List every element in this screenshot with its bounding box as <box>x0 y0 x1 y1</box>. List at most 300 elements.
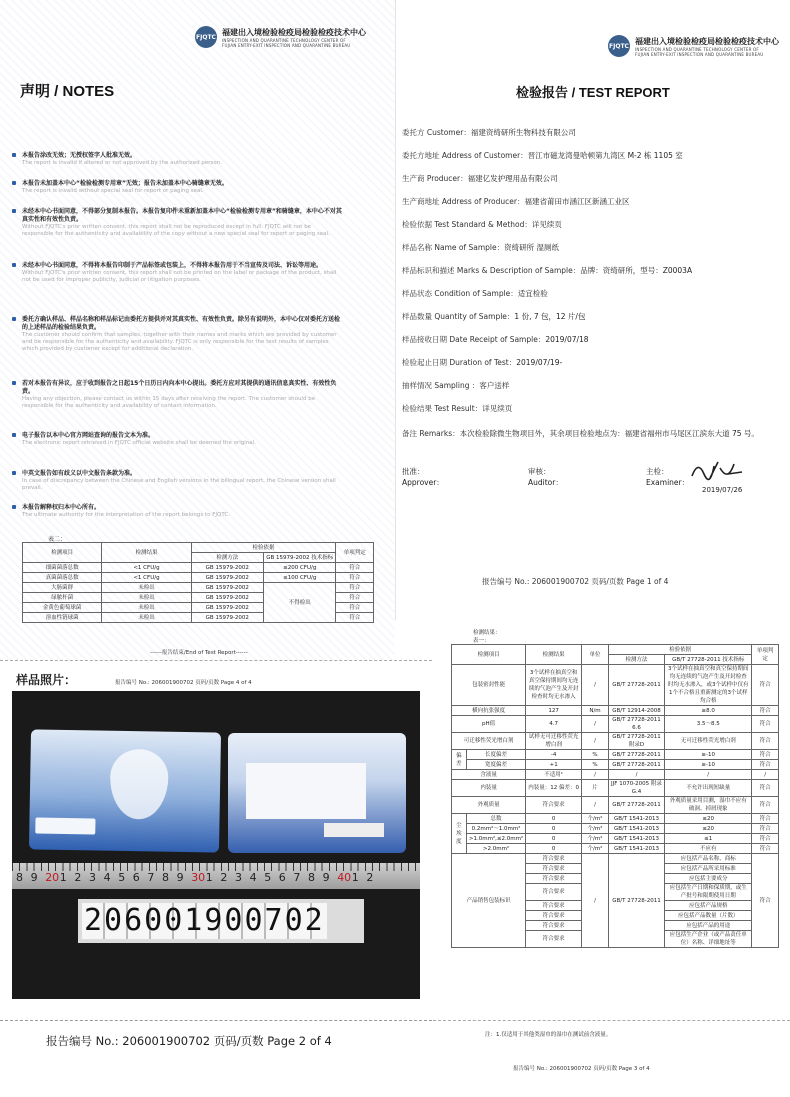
page-divider-dash <box>0 660 432 661</box>
cell-method: GB/T 27728-2011 6.6 <box>608 716 664 733</box>
wipe-pack-back <box>228 733 406 853</box>
note-zh: 委托方确认样品、样品名称和样品标记由委托方提供并对其真实性、有效性负责。除另有说明外，本中心仅对委托方送检的上述样品的检验结果负责。 <box>22 316 341 331</box>
cell-result: 未检出 <box>102 583 191 593</box>
cell-group: 尘埃度 <box>452 814 467 854</box>
cell-standard: 应包括产品数量（片数） <box>665 911 752 921</box>
note-item <box>22 316 342 353</box>
cell-judge: 符合 <box>752 760 779 770</box>
cell-item: pH值 <box>452 716 526 733</box>
rcol-unit: 单位 <box>582 645 609 665</box>
cell-result: -4 <box>526 750 582 760</box>
cell-unit: % <box>582 750 609 760</box>
report-title: 检验报告 / TEST REPORT <box>516 85 670 100</box>
table-row <box>452 733 779 750</box>
micro-table <box>22 542 374 623</box>
cell-judge: 符合 <box>752 854 779 948</box>
cell-judge: 符合 <box>752 706 779 716</box>
cell-result: 符合要求 <box>526 901 582 911</box>
water-drop-icon <box>110 749 169 820</box>
ruler-number: 20 <box>45 871 60 884</box>
ruler-number: 9 <box>176 871 184 884</box>
field-label: 抽样情况 Sampling ： <box>402 381 480 390</box>
note-en: Without FJQTC's prior written consent, this report shall not be printed on the label or package of the product, shall not be used for improper publicity, judicial or litigation purposes. <box>22 270 337 283</box>
table-row <box>452 706 779 716</box>
signature-image <box>688 456 748 486</box>
cell-group: 偏差 <box>452 750 467 770</box>
ruler-number: 8 <box>308 871 315 884</box>
table-row <box>23 583 374 593</box>
cell-method: GB 15979-2002 <box>191 613 263 623</box>
photo-page <box>0 661 432 1097</box>
photo-top-footer: 报告编号 No.: 206001900702 页码/页数 Page 4 of 4 <box>115 680 252 686</box>
cell-item: 宽度偏差 <box>466 760 525 770</box>
wipe-pack-front <box>29 729 221 852</box>
cell-standard: ≤20 <box>665 824 752 834</box>
ruler <box>12 863 420 889</box>
cell-result: 试样无可迁移性荧光增白剂 <box>526 733 582 750</box>
field-label: 样品标识和描述 Marks & Description of Sample： <box>402 266 581 275</box>
cell-result: 符合要求 <box>526 874 582 884</box>
ruler-number: 7 <box>147 871 155 884</box>
field-label: 样品数量 Quantity of Sample： <box>402 312 515 321</box>
org-name: 福建出入境检验检疫局检验检疫技术中心 <box>222 27 366 37</box>
tag-number <box>82 903 360 939</box>
cell-result: 0 <box>526 814 582 824</box>
org-name: 福建出入境检验检疫局检验检疫技术中心 <box>635 36 779 46</box>
report-field <box>402 265 692 276</box>
ruler-number: 9 <box>30 871 38 884</box>
cell-judge: 符合 <box>336 563 374 573</box>
cell-item: 外观质量 <box>452 797 526 814</box>
org-logo-icon: FJQTC <box>195 26 217 48</box>
cell-method: GB/T 27728-2011 <box>608 760 664 770</box>
cell-judge: 符合 <box>752 665 779 706</box>
cell-standard: ≤100 CFU/g <box>264 573 336 583</box>
cell-item: 总数 <box>466 814 525 824</box>
cell-result: 0 <box>526 844 582 854</box>
note-en: The electronic report retrieved in FJQTC official website shall be deemed the original. <box>22 440 256 446</box>
field-label: 检验依据 Test Standard & Method： <box>402 220 532 229</box>
cell-unit: 个/m² <box>582 834 609 844</box>
org-header <box>195 26 366 48</box>
cell-standard: ≥8.0 <box>665 706 752 716</box>
report-field <box>402 242 559 253</box>
cell-result: <1 CFU/g <box>102 573 191 583</box>
cell-standard: 外观质量采用目测，湿巾不应有破洞、掉屑现象 <box>665 797 752 814</box>
bullet-icon <box>12 153 16 157</box>
ruler-number: 5 <box>264 871 272 884</box>
cell-item: >2.0mm² <box>466 844 525 854</box>
cell-judge: 符合 <box>752 844 779 854</box>
cell-result: 0 <box>526 834 582 844</box>
note-en: The report is invalid if altered or not approved by the authorized person. <box>22 160 222 166</box>
field-label: 检验结果 Test Result： <box>402 404 483 413</box>
report-field <box>402 150 683 161</box>
cell-result: 符合要求 <box>526 797 582 814</box>
field-label: 委托方地址 Address of Customer： <box>402 151 528 160</box>
cell-unit: / <box>582 716 609 733</box>
cell-unit: 个/m² <box>582 844 609 854</box>
rcol-basis: 检验依据 <box>608 645 751 655</box>
note-zh: 若对本报告有异议，应于收到报告之日起15个日历日内向本中心提出。委托方应对其提供的通讯信息真实性、有效性负责。 <box>22 380 337 395</box>
ruler-number: 6 <box>278 871 286 884</box>
end-of-report: ------报告结束/End of Test Report------ <box>150 650 248 656</box>
cell-standard: 应包括产品名称、商标 <box>665 854 752 864</box>
ruler-number: 2 <box>366 871 374 884</box>
cell-standard: 应包括产品的用途 <box>665 921 752 931</box>
table-caption: 表二： <box>48 536 67 543</box>
cell-judge: 符合 <box>752 834 779 844</box>
field-value: 晋江市磁龙湾曼哈顿第九湾区 M-2 栋 1105 室 <box>527 151 683 160</box>
report-field <box>402 173 558 184</box>
field-value: 详见续页 <box>482 404 513 413</box>
ruler-number: 40 <box>337 871 352 884</box>
note-zh: 中英文报告如有歧义以中文报告条款为准。 <box>22 470 137 477</box>
results-caption: 检测结果： <box>473 630 501 636</box>
ruler-number: 1 <box>59 871 67 884</box>
cell-item: 大肠菌群 <box>23 583 102 593</box>
note-item <box>22 470 342 492</box>
cell-method: GB/T 27728-2011 <box>608 750 664 760</box>
auditor-zh: 审核： <box>528 467 551 476</box>
ruler-number: 3 <box>89 871 96 884</box>
cell-unit: % <box>582 760 609 770</box>
cell-judge: 符合 <box>752 797 779 814</box>
cell-item: 绿脓杆菌 <box>23 593 102 603</box>
cell-result: 0 <box>526 824 582 834</box>
cell-judge: 符合 <box>752 716 779 733</box>
cell-method: / <box>608 770 664 780</box>
ruler-number: 7 <box>293 871 301 884</box>
field-value: 资绮研所 湿厕纸 <box>504 243 560 252</box>
results-page <box>433 620 790 1097</box>
org-name-en: INSPECTION AND QUARANTINE TECHNOLOGY CENTER OF <box>222 37 346 43</box>
table-row <box>452 780 779 797</box>
cell-method: GB/T 27728-2011 附录D <box>608 733 664 750</box>
col-method: 检测方法 <box>191 553 263 563</box>
report-field <box>402 357 562 368</box>
bullet-icon <box>12 209 16 213</box>
cell-standard: 应包括生产企业（或产品责任单位）名称、详细地址等 <box>665 931 752 948</box>
report-field <box>402 196 629 207</box>
note-en: The customer should confirm that samples, together with their names and marks which are provided by customer and be responsible for the authenticity and availability. FJQTC is only responsible for the test results of samples which provided by customer except for additional declaration. <box>22 332 337 352</box>
cell-unit: 个/m² <box>582 824 609 834</box>
cell-item: 产品销售包装标识 <box>452 854 526 948</box>
cell-method: GB 15979-2002 <box>191 603 263 613</box>
note-en: In case of discrepancy between the Chinese and English versions in the bilingual report, the Chinese version shall prevail. <box>22 478 336 491</box>
table-row <box>452 834 779 844</box>
field-value: 1 份, 7 包，12 片/包 <box>514 312 586 321</box>
note-en: Having any objection, please contact us within 15 days after receiving the report. The customer should be responsible for the authenticity and availability of contact information. <box>22 396 316 409</box>
field-label: 备注 Remarks： <box>402 429 460 438</box>
cell-result: 未检出 <box>102 613 191 623</box>
sample-tag <box>78 899 364 943</box>
report-fields <box>402 127 788 457</box>
notes-title: 声明 / NOTES <box>20 83 115 100</box>
ruler-number: 1 <box>351 871 359 884</box>
cell-result: 内装量：12 偏差：0 <box>526 780 582 797</box>
auditor-en: Auditor： <box>528 478 563 487</box>
col-item: 检测项目 <box>23 543 102 563</box>
cell-result: <1 CFU/g <box>102 563 191 573</box>
cell-judge: 符合 <box>336 573 374 583</box>
bullet-icon <box>12 317 16 321</box>
cell-item: 横向抗张强度 <box>452 706 526 716</box>
ruler-number: 2 <box>74 871 82 884</box>
cell-result: 符合要求 <box>526 854 582 864</box>
approver-zh: 批准： <box>402 467 425 476</box>
note-item <box>22 380 342 410</box>
results-caption2: 表一： <box>473 638 490 644</box>
cell-method: GB/T 1541-2013 <box>608 824 664 834</box>
cell-unit: / <box>582 854 609 948</box>
note-item <box>22 432 342 447</box>
cell-method: GB/T 1541-2013 <box>608 834 664 844</box>
test-report-page <box>396 0 790 620</box>
photo-title: 样品照片： <box>16 673 77 687</box>
ruler-number: 4 <box>103 871 111 884</box>
cell-method: GB/T 12914-2008 <box>608 706 664 716</box>
cell-unit: 个/m² <box>582 814 609 824</box>
ruler-number: 2 <box>220 871 228 884</box>
dash-divider <box>433 1020 790 1021</box>
cell-method: GB/T 27728-2011 <box>608 797 664 814</box>
cell-item: >1.0mm²,≤2.0mm² <box>466 834 525 844</box>
field-label: 生产商地址 Address of Producer： <box>402 197 525 206</box>
col-result: 检测结果 <box>102 543 191 563</box>
field-label: 样品接收日期 Date Receipt of Sample： <box>402 335 546 344</box>
approver <box>402 466 444 488</box>
bullet-icon <box>12 433 16 437</box>
ruler-number: 1 <box>205 871 213 884</box>
cell-standard: / <box>665 770 752 780</box>
auditor <box>528 466 563 488</box>
examiner <box>646 466 689 488</box>
note-zh: 本报告解释权归本中心所有。 <box>22 504 101 511</box>
results-footer: 报告编号 No.: 206001900702 页码/页数 Page 3 of 4 <box>513 1066 650 1072</box>
report-footer: 报告编号 No.: 206001900702 页码/页数 Page 1 of 4 <box>482 577 669 586</box>
field-value: 客户送样 <box>479 381 510 390</box>
note-zh: 未经本中心书面同意，不得部分复制本报告。本报告复印件未重新加盖本中心“检验检测专用章”和骑缝章，本中心不对其真实性和有效性负责。 <box>22 208 342 223</box>
cell-method: GB 15979-2002 <box>191 593 263 603</box>
cell-item: 细菌菌落总数 <box>23 563 102 573</box>
bullet-icon <box>12 381 16 385</box>
cell-result: 符合要求 <box>526 921 582 931</box>
cell-standard: ≥-10 <box>665 750 752 760</box>
cell-item: 长度偏差 <box>466 750 525 760</box>
examiner-en: Examiner： <box>646 478 690 487</box>
cell-item: 包装密封性能 <box>452 665 526 706</box>
cell-standard: 应包括产品所采用标准 <box>665 864 752 874</box>
field-value: 详见续页 <box>531 220 562 229</box>
table-row <box>452 854 779 864</box>
note-en: Without FJQTC's prior written consent, this report shall not be reproduced except in full. FJQTC will not be responsible for the authenticity and availability of the copy without a new special seal for report or paging seal. <box>22 224 330 237</box>
note-zh: 未经本中心书面同意，不得将本报告印制于产品标签或包装上，不得将本报告用于不当宣传及司法、诉讼等用途。 <box>22 262 323 269</box>
report-field <box>402 428 759 439</box>
cell-judge: 符合 <box>752 814 779 824</box>
bullet-icon <box>12 471 16 475</box>
cell-unit: / <box>582 770 609 780</box>
field-label: 样品状态 Condition of Sample： <box>402 289 518 298</box>
cell-result: 符合要求 <box>526 931 582 948</box>
cell-result: 未检出 <box>102 603 191 613</box>
cell-result: 未检出 <box>102 593 191 603</box>
ruler-number: 3 <box>235 871 242 884</box>
cell-standard: 应包括生产日期和保质期，或生产批号和限期使用日期 <box>665 884 752 901</box>
report-field <box>402 288 548 299</box>
field-value: 本次检验除微生物项目外，其余项目检验地点为：福建省福州市马尾区江滨东大道 75 号。 <box>459 429 759 438</box>
org-logo-icon: FJQTC <box>608 35 630 57</box>
cell-item: 0.2mm²～1.0mm² <box>466 824 525 834</box>
table-row <box>452 665 779 706</box>
ruler-number: 8 <box>162 871 169 884</box>
cell-standard: 3.5～8.5 <box>665 716 752 733</box>
table-row <box>452 760 779 770</box>
approver-en: Approver： <box>402 478 444 487</box>
field-value: 福建亿发护理用品有限公司 <box>467 174 558 183</box>
cell-standard: ≤20 <box>665 814 752 824</box>
cell-judge: 符合 <box>336 613 374 623</box>
ruler-number: 9 <box>322 871 330 884</box>
note-zh: 本报告未加盖本中心“检验检测专用章”无效；报告未加盖本中心骑缝章无效。 <box>22 180 228 187</box>
col-standard: GB 15979-2002 技术指标 <box>264 553 336 563</box>
bullet-icon <box>12 505 16 509</box>
ruler-number: 5 <box>118 871 126 884</box>
field-value: 2019/07/19- <box>516 358 563 367</box>
cell-standard: ≤1 <box>665 834 752 844</box>
ruler-number: 8 <box>16 871 23 884</box>
cell-standard: 不得检出 <box>264 583 336 623</box>
bullet-icon <box>12 263 16 267</box>
cell-method: JJF 1070-2005 附录G.4 <box>608 780 664 797</box>
cell-method: GB 15979-2002 <box>191 583 263 593</box>
cell-result: 符合要求 <box>526 884 582 901</box>
field-value: 福建省莆田市涵江区新涵工业区 <box>524 197 630 206</box>
cell-result: 符合要求 <box>526 911 582 921</box>
cell-method: GB 15979-2002 <box>191 573 263 583</box>
note-zh: 本报告涂改无效；无授权签字人批准无效。 <box>22 152 137 159</box>
cell-method: GB/T 27728-2011 <box>608 665 664 706</box>
table-row <box>23 573 374 583</box>
note-item <box>22 208 342 238</box>
cell-result: 4.7 <box>526 716 582 733</box>
cell-item: 可迁移性荧光增白剂 <box>452 733 526 750</box>
report-field <box>402 127 576 138</box>
cell-method: GB/T 1541-2013 <box>608 814 664 824</box>
org-name-en: INSPECTION AND QUARANTINE TECHNOLOGY CENTER OF <box>635 46 759 52</box>
table-row <box>452 716 779 733</box>
dash-divider <box>0 1020 432 1021</box>
cell-judge: 符合 <box>752 824 779 834</box>
cell-standard: ≤200 CFU/g <box>264 563 336 573</box>
ruler-number: 30 <box>191 871 206 884</box>
org-name-en2: FUJIAN ENTRY-EXIT INSPECTION AND QUARANTINE BUREAU <box>635 51 764 57</box>
cell-unit: / <box>582 665 609 706</box>
report-field <box>402 403 512 414</box>
results-note: 注：1.仅适用于其他类湿巾的湿巾在测试前含液量。 <box>485 1032 612 1038</box>
cell-item: 含液量 <box>452 770 526 780</box>
cell-item: 溶血性链球菌 <box>23 613 102 623</box>
field-value: 福建资绮研所生物科技有限公司 <box>470 128 576 137</box>
cell-method: GB/T 27728-2011 <box>608 854 664 948</box>
table-row <box>452 750 779 760</box>
table-row <box>452 844 779 854</box>
field-value: 2019/07/18 <box>545 335 589 344</box>
col-judge: 单项判定 <box>336 543 374 563</box>
org-header <box>608 35 779 57</box>
rcol-standard: GB/T 27728-2011 技术指标 <box>665 655 752 665</box>
cell-item: 金黄色葡萄球菌 <box>23 603 102 613</box>
cell-standard: 不应有 <box>665 844 752 854</box>
note-item <box>22 180 342 195</box>
cell-unit: / <box>582 733 609 750</box>
cell-result: 符合要求 <box>526 864 582 874</box>
cell-method: GB 15979-2002 <box>191 563 263 573</box>
note-en: The ultimate authority for the interpretation of the report belongs to FJQTC. <box>22 512 230 518</box>
ruler-number: 6 <box>132 871 140 884</box>
cell-standard: 3个试样在抽真空和真空保持期间均无连续的气泡产生及开封检查时均无水渗入，或3个试样中仅有1个不合格且重新测定的3个试样均合格 <box>665 665 752 706</box>
report-field <box>402 219 562 230</box>
report-field <box>402 311 585 322</box>
cell-standard: 应包括产品规格 <box>665 901 752 911</box>
note-item <box>22 262 342 284</box>
cell-result: 127 <box>526 706 582 716</box>
cell-item: 真菌菌落总数 <box>23 573 102 583</box>
tag-number-text: 206001900702 <box>84 903 325 938</box>
sign-date: 2019/07/26 <box>702 486 743 494</box>
note-item <box>22 504 342 519</box>
cell-result: 不适用¹ <box>526 770 582 780</box>
bullet-icon <box>12 181 16 185</box>
cell-judge: 符合 <box>752 750 779 760</box>
cell-unit: 片 <box>582 780 609 797</box>
table-row <box>23 563 374 573</box>
cell-method: GB/T 1541-2013 <box>608 844 664 854</box>
col-basis: 检验依据 <box>191 543 336 553</box>
page-divider-vertical <box>395 0 396 620</box>
note-en: The report is invalid without special seal for report or paging seal. <box>22 188 204 194</box>
results-table <box>451 644 779 948</box>
cell-standard: ≥-10 <box>665 760 752 770</box>
rcol-item: 检测项目 <box>452 645 526 665</box>
cell-standard: 应包括主要成分 <box>665 874 752 884</box>
org-name-en2: FUJIAN ENTRY-EXIT INSPECTION AND QUARANTINE BUREAU <box>222 42 351 48</box>
cell-judge: 符合 <box>752 780 779 797</box>
ruler-number: 4 <box>249 871 257 884</box>
table-row <box>452 770 779 780</box>
cell-judge: 符合 <box>336 583 374 593</box>
cell-standard: 无可迁移性荧光增白剂 <box>665 733 752 750</box>
cell-result: +1 <box>526 760 582 770</box>
table-row <box>452 824 779 834</box>
field-label: 生产商 Producer： <box>402 174 468 183</box>
rcol-judge: 单项判定 <box>752 645 779 665</box>
cell-judge: / <box>752 770 779 780</box>
field-label: 委托方 Customer： <box>402 128 471 137</box>
cell-unit: / <box>582 797 609 814</box>
table-row <box>452 814 779 824</box>
notes-page <box>0 0 395 660</box>
report-field <box>402 334 589 345</box>
field-value: 适宜检验 <box>517 289 548 298</box>
cell-unit: N/m <box>582 706 609 716</box>
table-row <box>452 797 779 814</box>
field-label: 样品名称 Name of Sample： <box>402 243 505 252</box>
cell-result: 3个试样在抽真空和真空保持期间均无连续的气泡产生及开封检查时均无水渗入 <box>526 665 582 706</box>
field-label: 检验起止日期 Duration of Test： <box>402 358 517 367</box>
sample-photo <box>12 691 420 999</box>
note-item <box>22 152 342 167</box>
